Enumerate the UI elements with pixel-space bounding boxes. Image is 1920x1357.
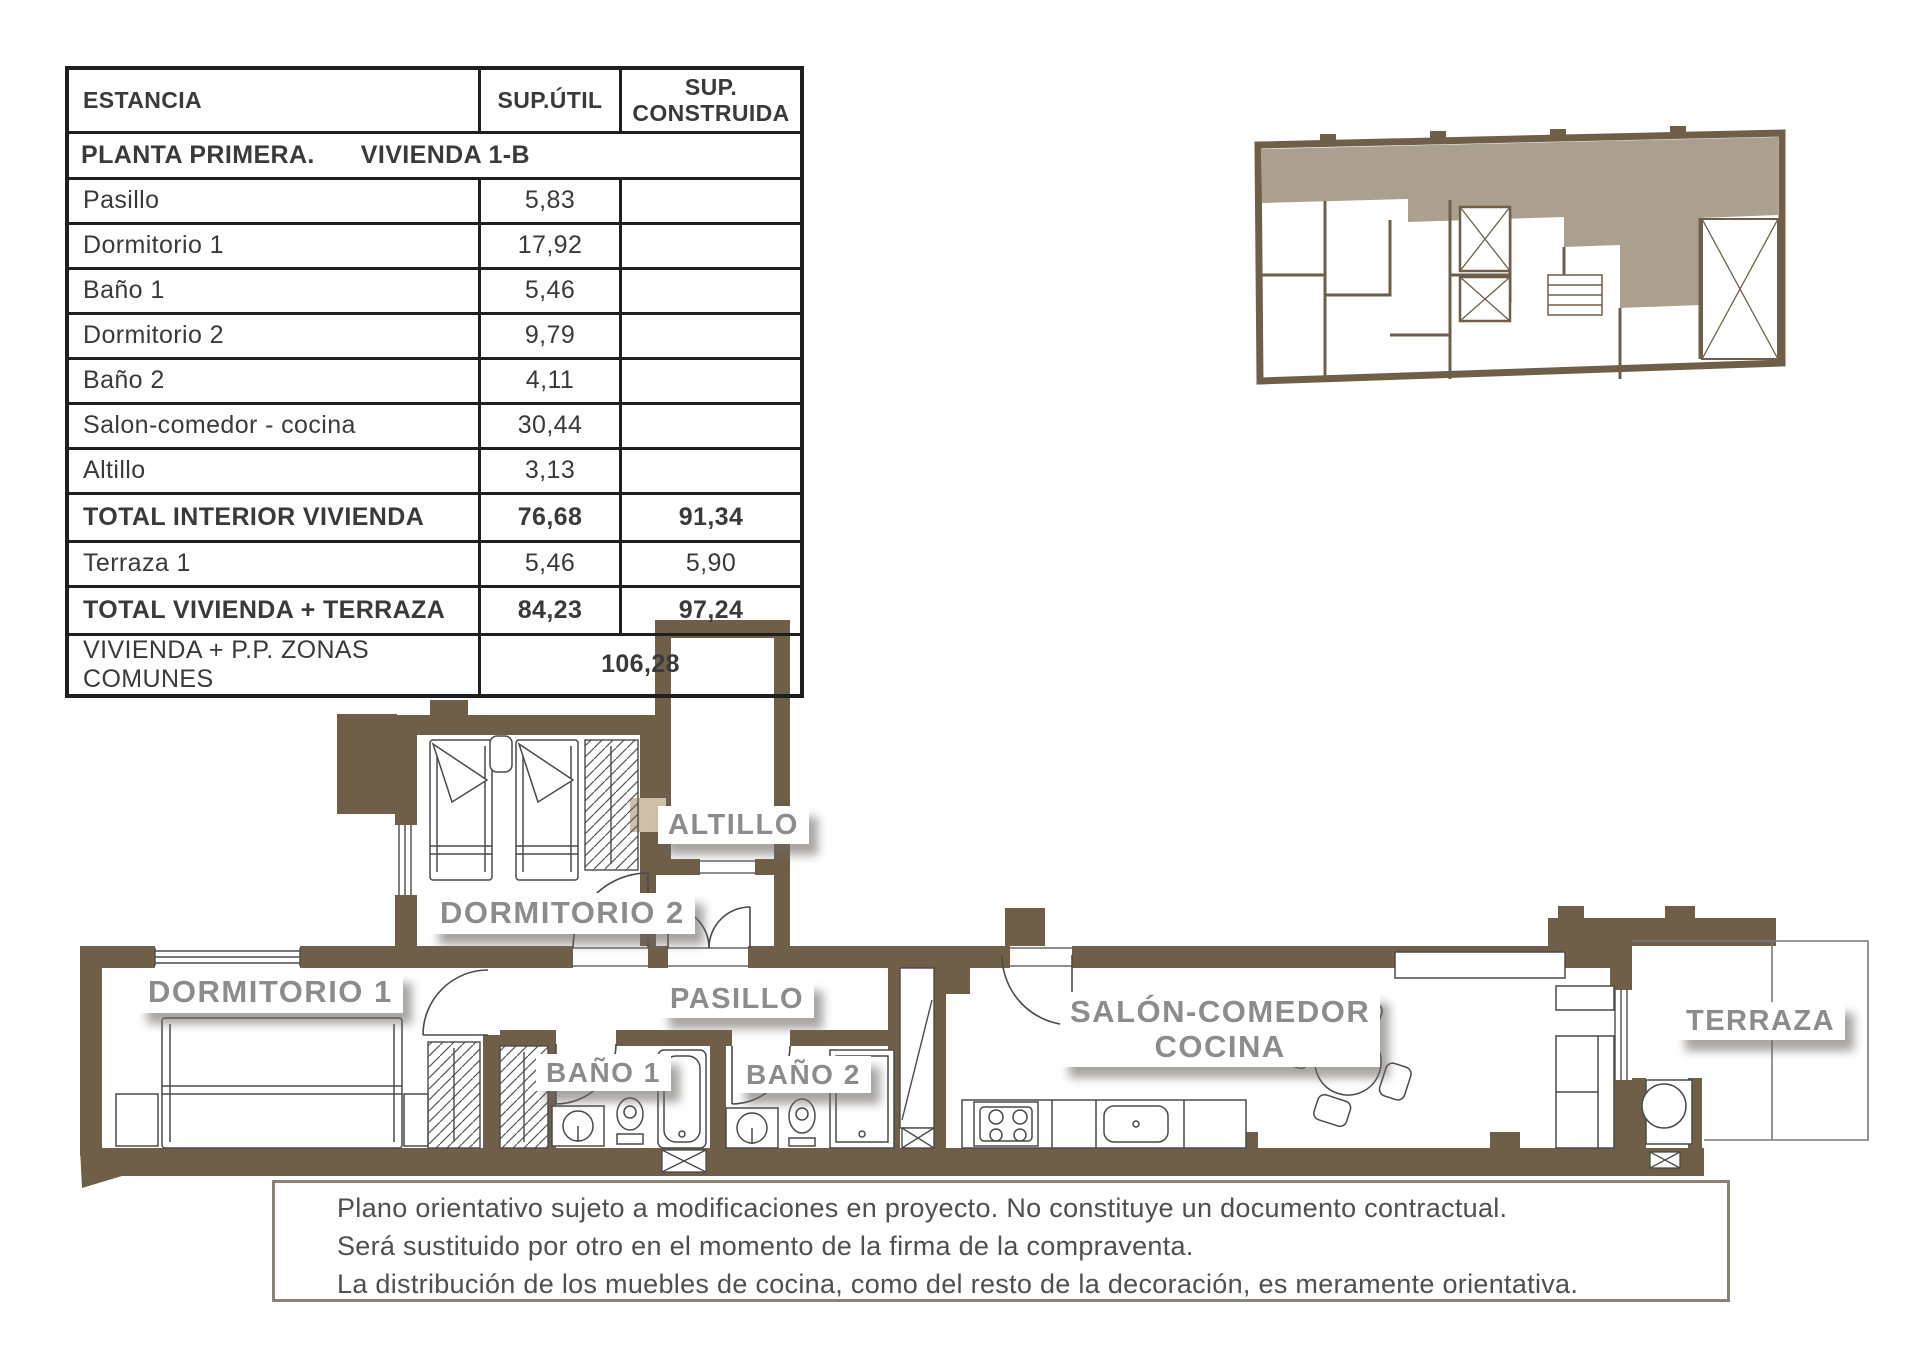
room-label-salon [1060,992,1380,1067]
cell-sup-util: 30,44 [480,403,621,448]
cell-sup-construida: 91,34 [621,493,803,541]
areas-table [65,66,804,698]
storage-column [900,968,934,1148]
key-plan [1258,126,1782,381]
cell-estancia: Baño 2 [67,358,480,403]
cell-sup-util: 76,68 [480,493,621,541]
cell-sup-util: 5,46 [480,268,621,313]
table-row [67,178,802,223]
sofa-icon [1395,952,1614,1148]
patio [1702,219,1778,359]
room-label-salon-line2: COCINA [1154,1028,1286,1064]
disclaimer-line: La distribución de los muebles de cocina, como del resto de la decoración, es meramente orientativa. [337,1269,1579,1299]
cell-sup-construida [621,403,803,448]
table-footer-row [67,634,802,696]
room-label-bano1: BAÑO 1 [536,1054,671,1091]
table-row [67,493,802,541]
room-label-salon-line1: SALÓN-COMEDOR [1070,994,1371,1029]
cell-sup-construida [621,178,803,223]
footer-value: 106,28 [480,634,803,696]
cell-sup-construida: 5,90 [621,541,803,586]
table-row [67,586,802,634]
cell-estancia: TOTAL INTERIOR VIVIENDA [67,493,480,541]
section-vivienda: VIVIENDA 1-B [360,140,530,169]
room-label-terraza: TERRAZA [1676,1002,1845,1040]
cell-sup-construida [621,223,803,268]
room-label-altillo: ALTILLO [658,806,809,844]
table-row [67,541,802,586]
room-label-bano2: BAÑO 2 [736,1056,871,1093]
cell-sup-util: 4,11 [480,358,621,403]
disclaimer-line: Será sustituido por otro en el momento de la firma de la compraventa. [337,1231,1194,1261]
cell-sup-construida [621,448,803,493]
cell-estancia: Pasillo [67,178,480,223]
header-sup-construida: SUP. CONSTRUIDA [621,68,803,132]
table-row [67,448,802,493]
room-label-dormitorio2: DORMITORIO 2 [430,893,695,934]
cell-estancia: TOTAL VIVIENDA + TERRAZA [67,586,480,634]
section-planta: PLANTA PRIMERA. [81,140,315,169]
table-row [67,313,802,358]
kitchen-counter-icon [962,1100,1246,1148]
disclaimer-line: Plano orientativo sujeto a modificaciones en proyecto. No constituye un documento contractual. [337,1193,1508,1223]
cell-sup-construida [621,358,803,403]
table-row [67,223,802,268]
terrace-table-icon [1642,1080,1692,1144]
room-label-dormitorio1: DORMITORIO 1 [138,972,403,1013]
cell-estancia: Altillo [67,448,480,493]
table-row [67,268,802,313]
header-sup-util: SUP.ÚTIL [480,68,621,132]
table-header-row [67,68,802,132]
cell-sup-util: 3,13 [480,448,621,493]
cell-sup-util: 5,46 [480,541,621,586]
double-bed-icon [116,1018,428,1148]
cell-sup-construida [621,268,803,313]
table-row [67,358,802,403]
room-label-pasillo: PASILLO [660,980,814,1018]
cell-sup-construida [621,313,803,358]
footer-label: VIVIENDA + P.P. ZONAS COMUNES [67,634,480,696]
cell-sup-util: 17,92 [480,223,621,268]
cell-sup-util: 5,83 [480,178,621,223]
table-row [67,403,802,448]
cell-sup-util: 84,23 [480,586,621,634]
twin-beds-icon [430,736,578,880]
cell-estancia: Dormitorio 2 [67,313,480,358]
cell-estancia: Dormitorio 1 [67,223,480,268]
disclaimer-box [272,1180,1730,1302]
cell-sup-construida: 97,24 [621,586,803,634]
cell-estancia: Salon-comedor - cocina [67,403,480,448]
cell-sup-util: 9,79 [480,313,621,358]
elevator-shafts [1460,207,1510,321]
header-estancia: ESTANCIA [67,68,480,132]
table-section-row [67,132,802,178]
cell-estancia: Baño 1 [67,268,480,313]
cell-estancia: Terraza 1 [67,541,480,586]
section-cell [67,132,802,178]
